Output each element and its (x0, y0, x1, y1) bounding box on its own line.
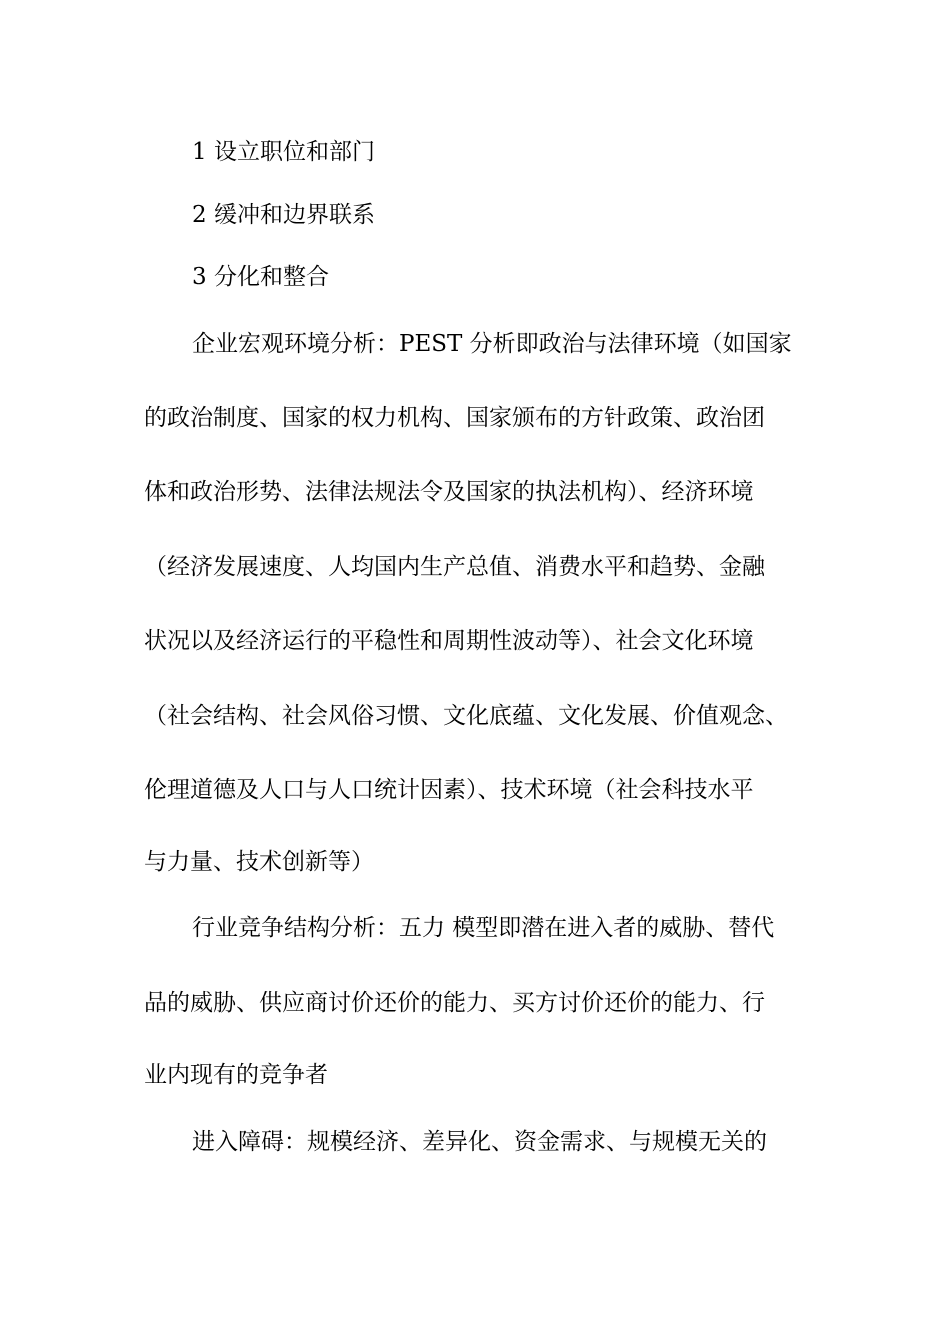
list-item-1: 1 设立职位和部门 (192, 139, 375, 165)
paragraph-pest-line-7: 伦理道德及人口与人口统计因素）、技术环境（社会科技水平 (144, 777, 754, 803)
paragraph-pest-line-1: 企业宏观环境分析：PEST 分析即政治与法律环境（如国家 (192, 331, 792, 357)
paragraph-five-forces-line-2: 品的威胁、供应商讨价还价的能力、买方讨价还价的能力、行 (144, 990, 765, 1016)
list-item-3: 3 分化和整合 (192, 264, 329, 290)
paragraph-five-forces-line-1: 行业竞争结构分析：五力 模型即潜在进入者的威胁、替代 (192, 915, 775, 941)
paragraph-pest-line-6: （社会结构、社会风俗习惯、文化底蕴、文化发展、价值观念、 (144, 703, 788, 729)
paragraph-pest-line-8: 与力量、技术创新等） (144, 849, 374, 875)
paragraph-pest-line-4: （经济发展速度、人均国内生产总值、消费水平和趋势、金融 (144, 554, 765, 580)
paragraph-pest-line-2: 的政治制度、国家的权力机构、国家颁布的方针政策、政治团 (144, 405, 765, 431)
paragraph-entry-barriers-line-1: 进入障碍：规模经济、差异化、资金需求、与规模无关的 (192, 1129, 767, 1155)
paragraph-five-forces-line-3: 业内现有的竞争者 (144, 1062, 328, 1088)
paragraph-pest-line-5: 状况以及经济运行的平稳性和周期性波动等）、社会文化环境 (144, 628, 754, 654)
paragraph-pest-line-3: 体和政治形势、法律法规法令及国家的执法机构）、经济环境 (144, 479, 754, 505)
list-item-2: 2 缓冲和边界联系 (192, 202, 375, 228)
